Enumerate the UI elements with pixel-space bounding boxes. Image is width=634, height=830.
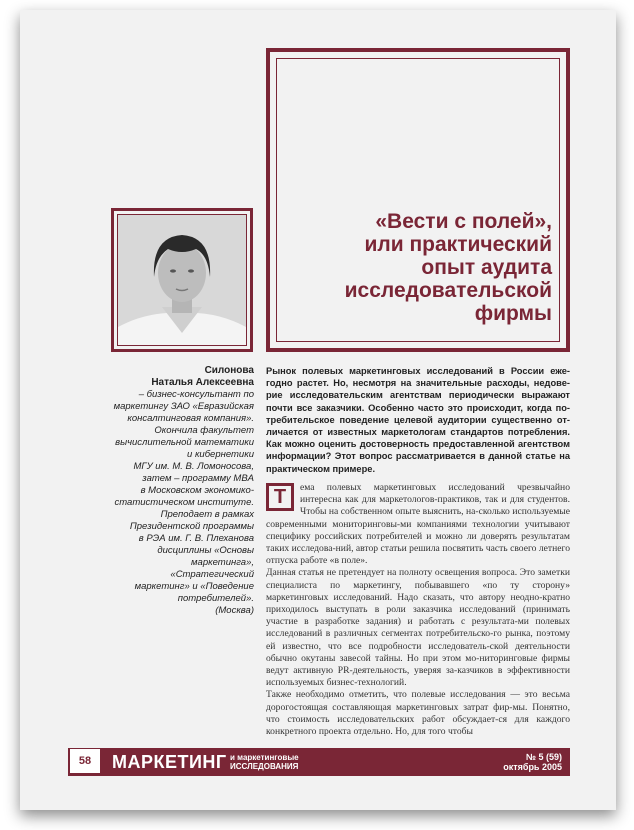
article-body xyxy=(266,482,570,738)
page-number: 58 xyxy=(72,751,98,771)
bio-line: дисциплины «Основы xyxy=(157,545,254,556)
author-given-names: Наталья Алексеевна xyxy=(151,377,254,388)
bio-line: потребителей». xyxy=(177,593,254,604)
magazine-subtitle xyxy=(230,753,299,771)
magazine-subtitle-line: и маркетинговые xyxy=(230,753,299,762)
author-photo xyxy=(117,214,247,346)
author-info xyxy=(106,365,254,617)
drop-cap: Т xyxy=(266,483,294,511)
issue-number: № 5 (59) xyxy=(525,752,562,762)
portrait-image xyxy=(118,215,246,345)
author-bio xyxy=(106,389,254,617)
title-line: «Вести с полей», xyxy=(375,210,552,233)
bio-line: статистическом институте. xyxy=(114,497,254,508)
title-line: фирмы xyxy=(474,302,552,325)
bio-line: в Московском экономико- xyxy=(140,485,254,496)
bio-line: маркетинга», «Стратегический xyxy=(170,557,254,580)
bio-line: маркетингу ЗАО «Евразийская xyxy=(113,401,254,412)
author-photo-frame xyxy=(111,208,253,352)
bio-line: Окончила факультет xyxy=(154,425,254,436)
issue-info xyxy=(503,752,562,772)
article-lead: Рынок полевых маркетинговых исследований в России еже-годно растет. Но, несмотря на значительные расходы, недове-рие исследовательским агентствам периодически выражают почти все заказчики. Особенно часто это происходит, когда по-требительское поведение целевой аудитории существенно от-личается от известных маркетологам стандартов потребления. Как можно оценить достоверность предоставленной агентством информации? Этот вопрос рассматривается в данной статье на практическом примере. xyxy=(266,366,570,474)
bio-line: Преподает в рамках xyxy=(160,509,254,520)
bio-line: в РЭА им. Г. В. Плеханова xyxy=(138,533,254,544)
bio-line: затем – программу MBA xyxy=(142,473,254,484)
bio-line: Президентской программы xyxy=(129,521,254,532)
body-paragraph: Также необходимо отметить, что полевые исследования — это весьма дорогостоящая составляющая маркетинговых затрат фир-мы. Понятно, что стоимость исследовательских работ обсуждает-ся для каждого конкретного проекта отдельно. Но, для того чтобы xyxy=(266,689,570,738)
bio-line: – бизнес-консультант по xyxy=(138,389,254,400)
bio-line: маркетинг» и «Поведение xyxy=(134,581,254,592)
bio-line: и кибернетики xyxy=(187,449,254,460)
bio-line: МГУ им. М. В. Ломоносова, xyxy=(133,461,254,472)
title-line: исследовательской xyxy=(344,279,552,302)
issue-date: октябрь 2005 xyxy=(503,762,562,772)
title-frame xyxy=(266,48,570,352)
bio-line: консалтинговая компания». xyxy=(127,413,254,424)
magazine-subtitle-line: ИССЛЕДОВАНИЯ xyxy=(230,762,299,771)
body-paragraph: ема полевых маркетинговых исследований чрезвычайно интересна как для маркетологов-практиков, так и для студентов. Чтобы на собственном опыте выяснить, на-сколько используемые современными мониторинговы-ми компаниями технологии учитывают специфику российских потребителей и можно ли доверять результатам таких исследова-ний, автор статьи решила посвятить часть своего летнего отпуска работе «в поле». xyxy=(266,482,570,567)
bio-line: (Москва) xyxy=(215,605,254,616)
magazine-name: МАРКЕТИНГ xyxy=(112,752,227,772)
article-title xyxy=(282,210,552,325)
title-line: опыт аудита xyxy=(421,256,552,279)
body-paragraph: Данная статья не претендует на полноту освещения вопроса. Это заметки специалиста по маркетингу, побывавшего «по ту сторону» маркетинговых исследований. Надо сказать, что автору неодно-кратно приходилось выступать в роли заказчика исследований (принимать участие в разработке задания) и работать с результата-ми полевых исследований в различных сегментах потребительско-го рынка, поэтому ей известно, что все подробности исследователь-ской деятельности обычно окутаны завесой тайны. Но при этом мо-ниторинговые фирмы ведут активную PR-деятельность, уверяя за-казчиков в эффективности используемых бизнес-технологий. xyxy=(266,567,570,689)
author-surname: Силонова xyxy=(204,365,254,376)
magazine-page xyxy=(20,10,616,810)
magazine-footer xyxy=(68,748,570,776)
bio-line: вычислительной математики xyxy=(115,437,254,448)
title-line: или практический xyxy=(364,233,552,256)
